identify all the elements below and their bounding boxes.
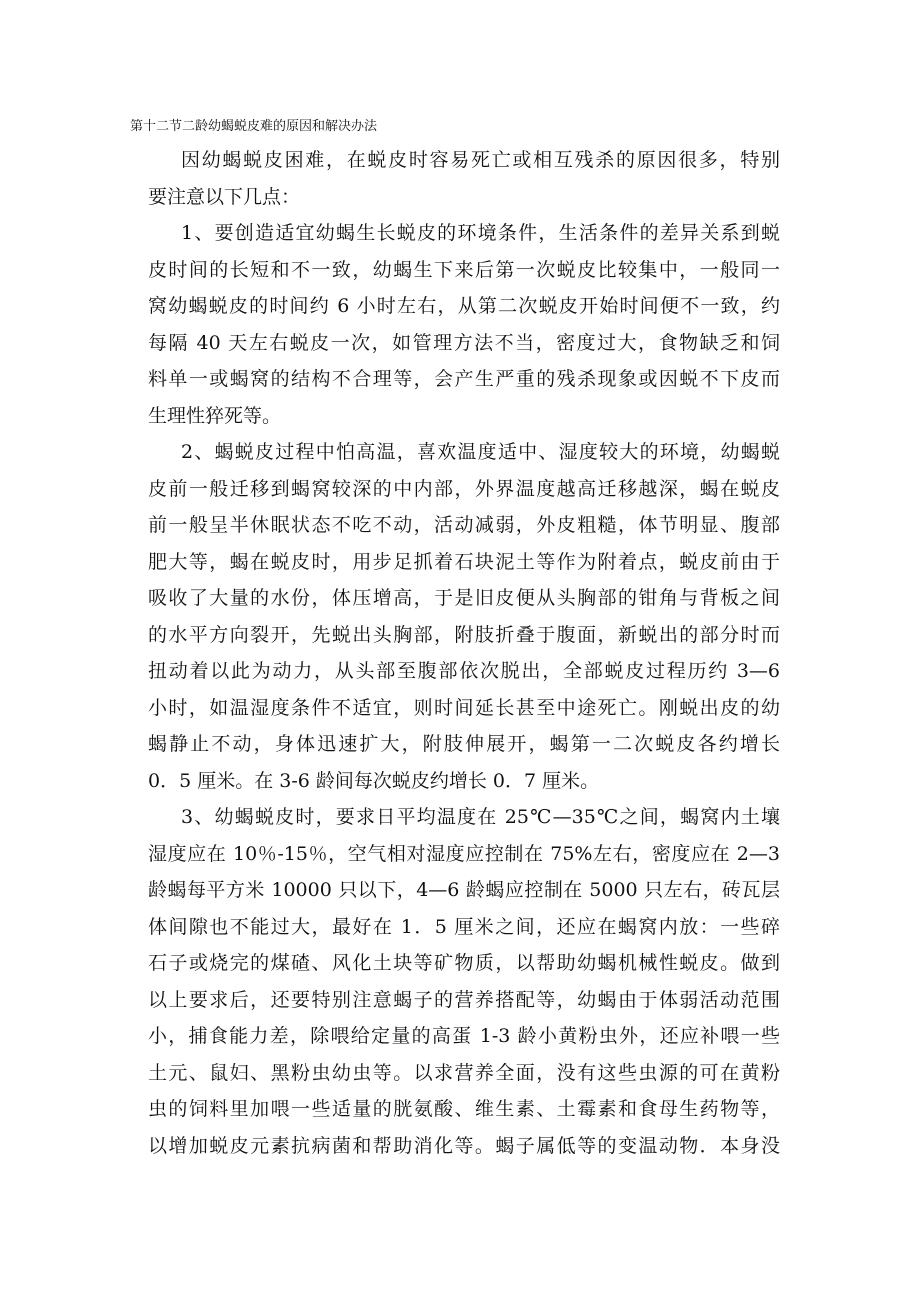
paragraph-line: 窝幼蝎蜕皮的时间约 6 小时左右，从第二次蜕皮开始时间便不一致，约	[148, 295, 780, 317]
paragraph-line: 湿度应在 10％-15％，空气相对湿度应控制在 75%左右，密度应在 2—3	[148, 842, 780, 865]
paragraph-line: 虫的饲料里加喂一些适量的胱氨酸、维生素、土霉素和食母生药物等，	[148, 1098, 780, 1120]
paragraph-line: 0．5 厘米。在 3-6 龄间每次蜕皮约增长 0．7 厘米。	[148, 769, 600, 792]
paragraph-line: 土元、鼠妇、黑粉虫幼虫等。以求营养全面，没有这些虫源的可在黄粉	[148, 1061, 780, 1084]
paragraph-line: 扭动着以此为动力，从头部至腹部依次脱出，全部蜕皮过程历约 3—6	[148, 660, 780, 682]
paragraph-line: 以增加蜕皮元素抗病菌和帮助消化等。蝎子属低等的变温动物．本身没	[148, 1134, 780, 1157]
paragraph-line: 龄蝎每平方米 10000 只以下，4—6 龄蝎应控制在 5000 只左右，砖瓦层	[148, 879, 780, 901]
paragraph-line: 小时，如温湿度条件不适宜，则时间延长甚至中途死亡。刚蜕出皮的幼	[148, 696, 780, 719]
paragraph-line: 体间隙也不能过大，最好在 1．5 厘米之间，还应在蝎窝内放：一些碎	[148, 915, 780, 938]
paragraph-line: 蝎静止不动，身体迅速扩大，附肢伸展开，蝎第一二次蜕皮各约增长	[148, 733, 780, 755]
paragraph-line: 料单一或蝎窝的结构不合理等，会产生严重的残杀现象或因蜕不下皮而	[148, 368, 780, 390]
paragraph-line: 肥大等，蝎在蜕皮时，用步足抓着石块泥土等作为附着点，蜕皮前由于	[148, 550, 780, 573]
paragraph-line: 1、要创造适宜幼蝎生长蜕皮的环境条件，生活条件的差异关系到蜕	[181, 222, 780, 244]
paragraph-line: 以上要求后，还要特别注意蝎子的营养搭配等，幼蝎由于体弱活动范围	[148, 988, 780, 1011]
paragraph-line: 生理性猝死等。	[148, 404, 282, 427]
paragraph-line: 因幼蝎蜕皮困难，在蜕皮时容易死亡或相互残杀的原因很多，特别	[181, 149, 780, 171]
paragraph-line: 的水平方向裂开，先蜕出头胸部，附肢折叠于腹面，新蜕出的部分时而	[148, 623, 780, 646]
paragraph-line: 皮时间的长短和不一致，幼蝎生下来后第一次蜕皮比较集中，一般同一	[148, 258, 780, 281]
document-body	[148, 142, 780, 1164]
paragraph-line: 要注意以下几点：	[148, 185, 301, 208]
paragraph-line: 前一般呈半休眠状态不吃不动，活动减弱，外皮粗糙，体节明显、腹部	[148, 514, 780, 536]
paragraph-line: 小，捕食能力差，除喂给定量的高蛋 1-3 龄小黄粉虫外，还应补喂一些	[148, 1025, 780, 1047]
paragraph-line: 3、幼蝎蜕皮时，要求日平均温度在 25℃—35℃之间，蝎窝内土壤	[181, 806, 780, 828]
paragraph-line: 石子或烧完的煤碴、风化土块等矿物质，以帮助幼蝎机械性蜕皮。做到	[148, 952, 780, 974]
paragraph-line: 吸收了大量的水份，体压增高，于是旧皮便从头胸部的钳角与背板之间	[148, 587, 780, 609]
paragraph-line: 2、蝎蜕皮过程中怕高温，喜欢温度适中、湿度较大的环境，幼蝎蜕	[181, 441, 780, 463]
section-title: 第十二节二龄幼蝎蜕皮难的原因和解决办法	[130, 119, 378, 134]
paragraph-line: 每隔 40 天左右蜕皮一次，如管理方法不当，密度过大，食物缺乏和饲	[148, 331, 780, 354]
paragraph-line: 皮前一般迁移到蝎窝较深的中内部，外界温度越高迁移越深，蝎在蜕皮	[148, 477, 780, 500]
